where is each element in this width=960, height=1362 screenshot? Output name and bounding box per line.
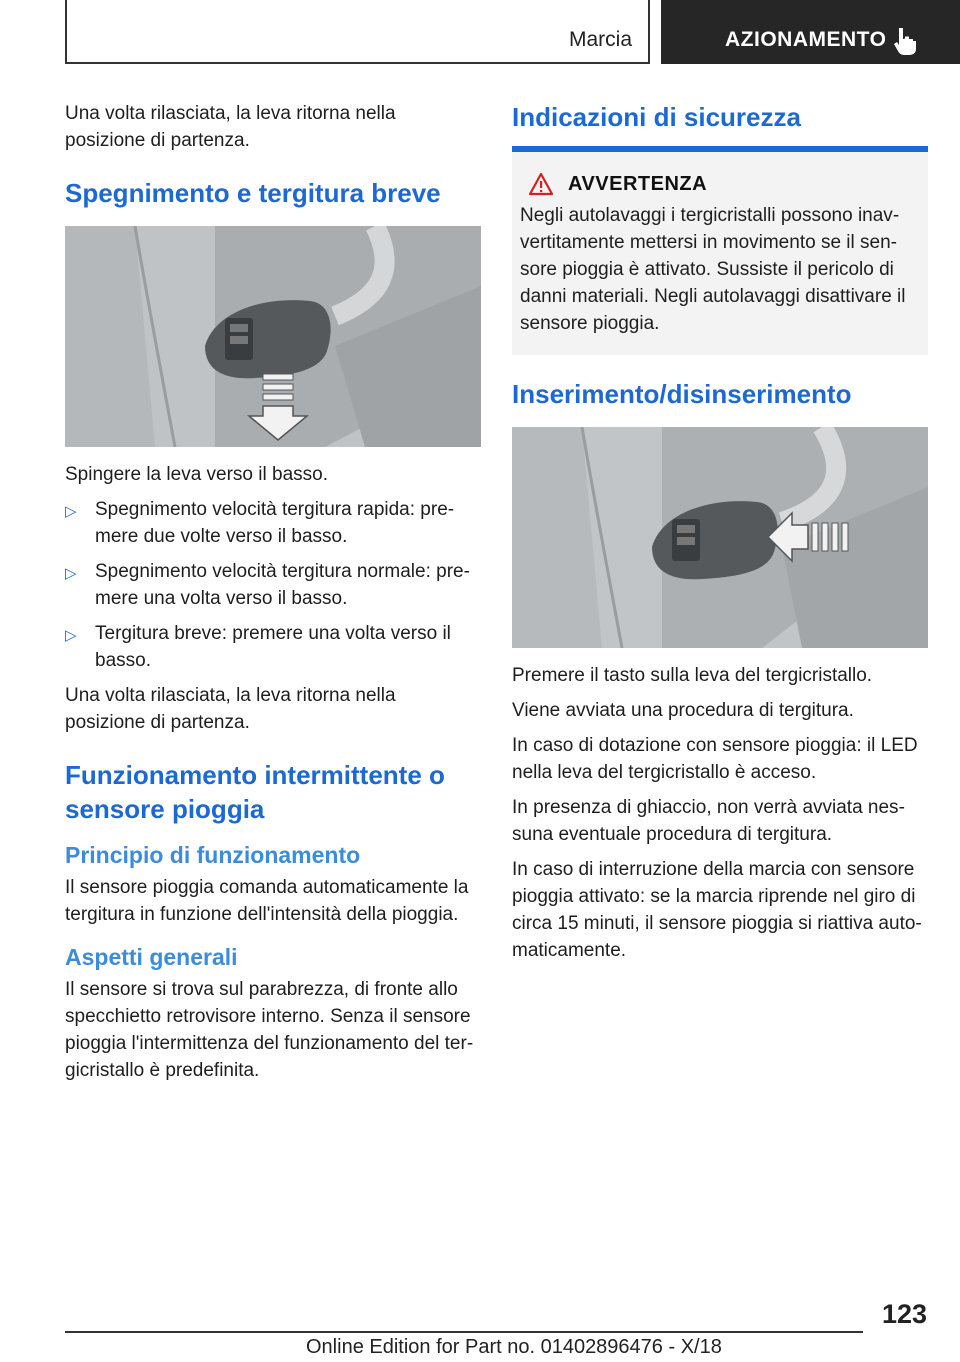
bullet-list [65, 496, 481, 674]
heading-funzionamento: Funzionamento intermittente o sensore pioggia [65, 760, 445, 824]
paragraph-4: In presenza di ghiaccio, non verrà avviata nessuna eventuale procedura di tergitura. [512, 797, 905, 845]
page-number: 123 [881, 1299, 927, 1329]
right-column [512, 100, 928, 972]
list-item-text: Spegnimento velocità tergitura rapida: premere due volte verso il basso. [95, 499, 455, 547]
triangle-bullet-icon: ▷ [65, 627, 77, 644]
list-item [65, 558, 481, 612]
paragraph-rilasciata: Una volta rilasciata, la leva ritorna nella posizione di partenza. [65, 685, 396, 733]
wiper-button-press-photo [512, 427, 928, 648]
warning-triangle-icon [528, 172, 554, 196]
triangle-bullet-icon: ▷ [65, 503, 77, 520]
triangle-bullet-icon: ▷ [65, 565, 77, 582]
header-section-box [65, 0, 650, 64]
footer-rule [65, 1331, 863, 1333]
list-item-text: Tergitura breve: premere una volta verso il basso. [95, 623, 451, 671]
heading-inserimento: Inserimento/disinserimento [512, 379, 852, 409]
hand-pointer-icon [893, 26, 919, 56]
wiper-lever-down-photo [65, 226, 481, 447]
paragraph-5: In caso di interruzione della marcia con sensore pioggia attivato: se la marcia riprende nel giro di circa 15 minuti, il sensore pioggia si riattiva automaticamente. [512, 859, 922, 961]
warning-header [520, 172, 920, 196]
paragraph-aspetti: Il sensore si trova sul parabrezza, di fronte allo specchietto retrovisore interno. Senza il sensore pioggia l'intermittenza del funzionamento del tergicristallo è predefinita. [65, 979, 474, 1081]
left-column [65, 100, 481, 1092]
paragraph-spingere: Spingere la leva verso il basso. [65, 464, 328, 485]
paragraph-3: In caso di dotazione con sensore pioggia: il LED nella leva del tergicristallo è acceso. [512, 735, 918, 783]
list-item [65, 496, 481, 550]
header-section-title: Marcia [568, 28, 632, 51]
intro-paragraph: Una volta rilasciata, la leva ritorna nella posizione di partenza. [65, 103, 396, 151]
header-chapter-tab [661, 0, 960, 64]
heading-sicurezza: Indicazioni di sicurezza [512, 102, 801, 132]
header-chapter-label: AZIONAMENTO [725, 28, 887, 51]
footer-edition: Online Edition for Part no. 01402896476 - X/18 [306, 1336, 722, 1358]
list-item [65, 620, 481, 674]
heading-spegnimento: Spegnimento e tergitura breve [65, 178, 441, 208]
warning-text: Negli autolavaggi i tergicristalli possono inavvertitamente mettersi in movimento se il sensore pioggia è attivato. Sussiste il pericolo di danni materiali. Negli autolavaggi disattivare il sensore pioggia. [520, 205, 906, 334]
warning-box [512, 152, 928, 355]
paragraph-2: Viene avviata una procedura di tergitura. [512, 700, 854, 721]
heading-principio: Principio di funzionamento [65, 842, 361, 868]
paragraph-1: Premere il tasto sulla leva del tergicristallo. [512, 665, 873, 686]
list-item-text: Spegnimento velocità tergitura normale: premere una volta verso il basso. [95, 561, 470, 609]
heading-aspetti: Aspetti generali [65, 944, 238, 970]
paragraph-principio: Il sensore pioggia comanda automaticamente la tergitura in funzione dell'intensità della pioggia. [65, 877, 469, 925]
warning-title: AVVERTENZA [568, 172, 708, 195]
